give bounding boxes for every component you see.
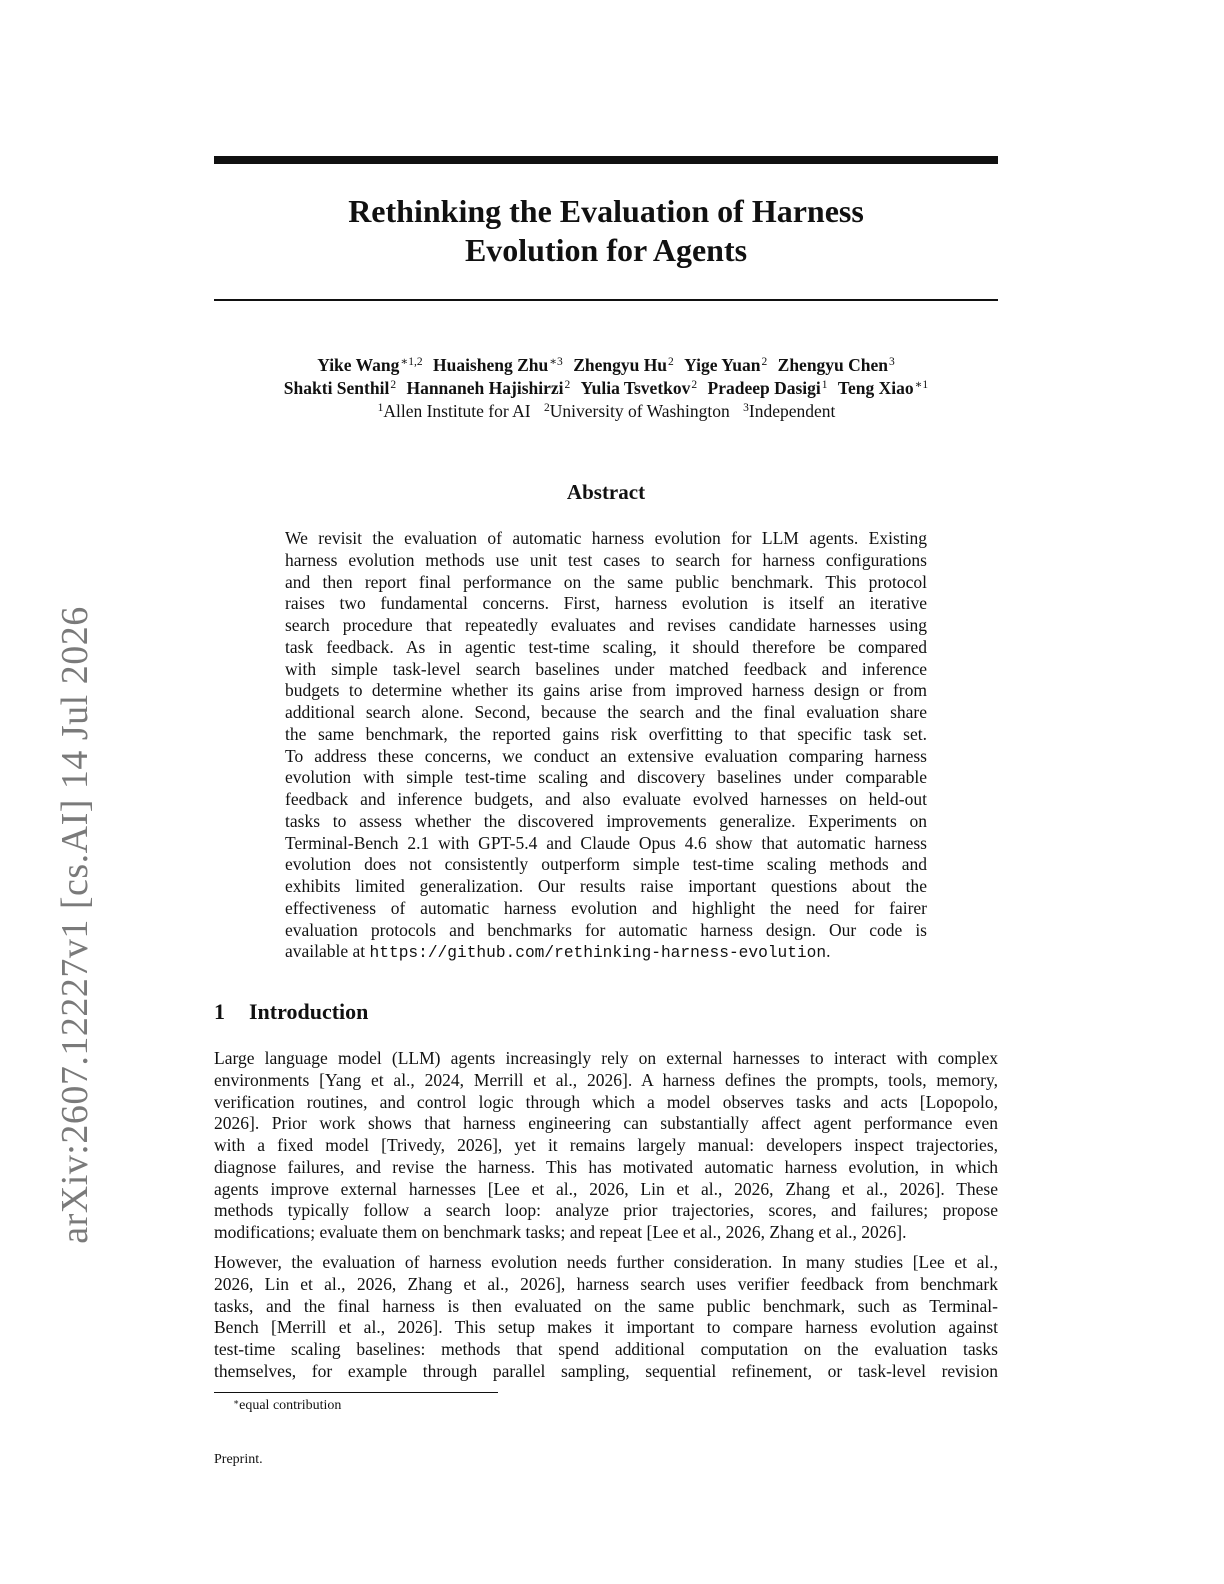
paper-title [214,192,998,270]
preprint-label: Preprint. [214,1452,263,1467]
author-line-1 [214,354,998,377]
author: Yulia Tsvetkov$^2$ [580,378,698,398]
abstract-heading: Abstract [566,480,646,504]
paragraph-line: themselves, for example through parallel sampling, sequential refinement, or task-level revision [214,1360,998,1381]
paragraph-line: with a fixed model [Trivedy, 2026], yet it remains largely manual: developers inspect trajectories, [214,1135,998,1155]
abstract-line: with simple task-level search baselines under matched feedback and inference [285,658,927,679]
abstract-line: budgets to determine whether its gains arise from improved harness design or from [285,680,927,701]
paragraph-line: tasks, and the final harness is then evaluated on the same public benchmark, such as Terminal- [214,1295,998,1316]
intro-paragraph-2 [214,1252,998,1383]
abstract-line: Terminal-Bench 2.1 with GPT-5.4 and Claude Opus 4.6 show that automatic harness [285,832,927,853]
author: Pradeep Dasigi$^1$ [707,378,828,398]
paragraph-line: 2026, Lin et al., 2026, Zhang et al., 2026], harness search uses verifier feedback from benchmark [214,1273,998,1294]
abstract-line: exhibits limited generalization. Our results raise important questions about the [285,876,927,896]
affiliation: $^2$University of Washington [543,401,730,421]
title-bottom-rule [214,299,998,301]
author-block [214,354,998,423]
abstract-line: tasks to assess whether the discovered improvements generalize. Experiments on [285,810,927,831]
abstract-line: We revisit the evaluation of automatic harness evolution for LLM agents. Existing [285,528,927,548]
abstract-line: raises two fundamental concerns. First, harness evolution is itself an iterative [285,593,927,614]
author: Hannaneh Hajishirzi$^2$ [406,378,571,398]
abstract-line: available at https://github.com/rethinking-harness-evolution. [285,941,831,963]
abstract-line: additional search alone. Second, because the search and the final evaluation share [285,702,927,722]
footnote [233,1397,341,1415]
section-number: 1 [214,999,225,1024]
abstract-line: To address these concerns, we conduct an extensive evaluation comparing harness [285,745,927,766]
affiliation-line [214,400,998,423]
footnote-mark: ∗ [233,1397,240,1407]
arxiv-identifier: arXiv:2607.12227v1 [cs.AI] 14 Jul 2026 [54,606,96,1244]
footnote-divider [214,1392,498,1393]
section-title: Introduction [249,999,369,1024]
paragraph-line: modifications; evaluate them on benchmark tasks; and repeat [Lee et al., 2026, Zhang et al., 2026]. [214,1222,907,1242]
abstract-body [285,528,927,963]
abstract-line: search procedure that repeatedly evaluates and revises candidate harnesses using [285,615,927,635]
abstract-line: the same benchmark, the reported gains risk overfitting to that specific task set. [285,723,927,744]
paragraph-line: verification routines, and control logic through which a model observes tasks and acts [Lopopolo, [214,1091,998,1112]
abstract-line: task feedback. As in agentic test-time scaling, it should therefore be compared [285,636,927,657]
paragraph-line: methods typically follow a search loop: analyze prior trajectories, scores, and failures; propose [214,1200,998,1221]
paragraph-line: test-time scaling baselines: methods that spend additional computation on the evaluation tasks [214,1339,998,1359]
abstract-line: evolution does not consistently outperform simple test-time scaling methods and [285,854,927,875]
author: Yike Wang$^{∗1,2}$ [317,355,423,375]
author: Yige Yuan$^2$ [684,355,768,375]
abstract-line: effectiveness of automatic harness evolution and highlight the need for fairer [285,897,927,918]
intro-paragraph-1 [214,1048,998,1244]
author: Zhengyu Chen$^3$ [777,355,895,375]
affiliation: $^3$Independent [743,401,836,421]
paragraph-line: agents improve external harnesses [Lee et al., 2026, Lin et al., 2026, Zhang et al., 2026]. These [214,1178,998,1199]
paragraph-line: environments [Yang et al., 2024, Merrill et al., 2026]. A harness defines the prompts, tools, memory, [214,1069,998,1090]
paper-title-line-1: Rethinking the Evaluation of Harness [348,193,864,229]
author: Zhengyu Hu$^2$ [573,355,674,375]
paragraph-line: Bench [Merrill et al., 2026]. This setup makes it important to compare harness evolution against [214,1317,998,1338]
paragraph-line: 2026]. Prior work shows that harness engineering can substantially affect agent performance even [214,1113,998,1134]
abstract-line: harness evolution methods use unit test cases to search for harness configurations [285,549,927,570]
author-line-2 [214,377,998,400]
paragraph-line: diagnose failures, and revise the harness. This has motivated automatic harness evolution, in which [214,1156,998,1177]
abstract-line: evolution with simple test-time scaling and discovery baselines under comparable [285,767,927,788]
paragraph-line: Large language model (LLM) agents increasingly rely on external harnesses to interact with complex [214,1048,998,1068]
arxiv-identifier-margin [40,590,110,1260]
section-heading-introduction [214,998,368,1026]
author: Huaisheng Zhu$^{∗3}$ [432,355,563,375]
code-url-link[interactable]: https://github.com/rethinking-harness-evolution [369,944,827,963]
title-top-rule [214,156,998,164]
paper-title-line-2: Evolution for Agents [464,232,748,268]
author: Teng Xiao$^{∗1}$ [837,378,929,398]
author: Shakti Senthil$^2$ [283,378,397,398]
abstract-line: feedback and inference budgets, and also evaluate evolved harnesses on held-out [285,789,927,809]
paragraph-line: However, the evaluation of harness evolution needs further consideration. In many studies [Lee et al., [214,1252,998,1272]
abstract-line: and then report final performance on the same public benchmark. This protocol [285,571,927,592]
affiliation: $^1$Allen Institute for AI [377,401,531,421]
abstract-line: evaluation protocols and benchmarks for automatic harness design. Our code is [285,919,927,940]
footnote-text: equal contribution [239,1398,342,1413]
